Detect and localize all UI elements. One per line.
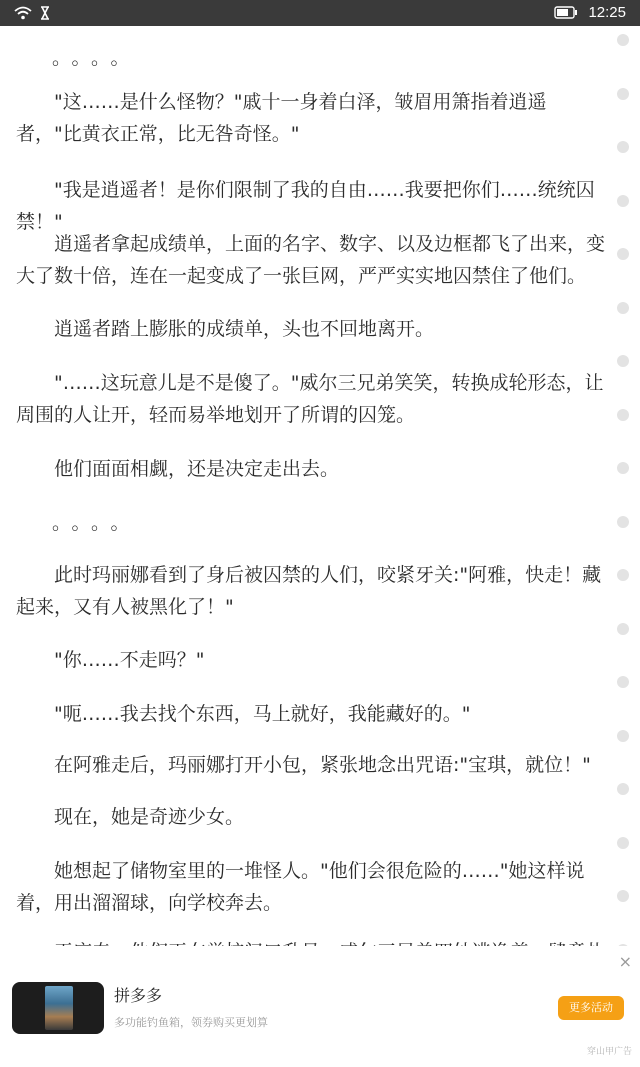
reader-content[interactable] [0,26,640,946]
ad-banner[interactable] [0,946,640,1067]
scroll-dot [617,783,629,795]
ad-title[interactable]: 拼多多 [114,986,163,1005]
scroll-dot [617,195,629,207]
scroll-dot [617,88,629,100]
page-scroll-indicator [617,34,631,997]
scroll-dot [617,248,629,260]
battery-icon [554,4,578,23]
paragraph: 。。。。 [52,47,140,69]
paragraph: 此时玛丽娜看到了身后被囚禁的人们，咬紧牙关:"阿雅，快走！藏起来，又有人被黑化了！" [16,564,602,618]
paragraph: "我是逍遥者！是你们限制了我的自由……我要把你们……统统囚禁！" [16,179,595,233]
paragraph: 逍遥者踏上膨胀的成绩单，头也不回地离开。 [54,318,435,340]
scroll-dot [617,302,629,314]
hourglass-icon [40,5,50,24]
paragraph: 现在，她是奇迹少女。 [54,806,245,828]
paragraph: "呃……我去找个东西，马上就好，我能藏好的。" [54,703,471,725]
paragraph: 他们面面相觑，还是决定走出去。 [54,458,340,480]
scroll-dot [617,409,629,421]
status-bar [0,0,640,26]
scroll-dot [617,462,629,474]
fishing-box-image [45,986,73,1030]
scroll-dot [617,730,629,742]
paragraph: 在阿雅走后，玛丽娜打开小包，紧张地念出咒语:"宝琪，就位！" [54,754,591,776]
ad-subtitle: 多功能钓鱼箱，领券购买更划算 [114,1016,268,1029]
paragraph: "这……是什么怪物？"戚十一身着白泽，皱眉用箫指着逍遥者，"比黄衣正常，比无咎奇怪。" [16,91,547,145]
scroll-dot [617,516,629,528]
scroll-dot [617,890,629,902]
ad-image[interactable] [12,982,104,1034]
paragraph: "……这玩意儿是不是傻了。"威尔三兄弟笑笑，转换成轮形态，让周围的人让开，轻而易举地划开了所谓的囚笼。 [16,372,604,426]
scroll-dot [617,623,629,635]
paragraph: "你……不走吗？" [54,649,205,671]
scroll-dot [617,676,629,688]
more-activities-button[interactable]: 更多活动 [558,996,624,1020]
scroll-dot [617,34,629,46]
scroll-dot [617,141,629,153]
paragraph: 。。。。 [52,512,140,534]
wifi-icon [14,5,32,24]
status-time: 12:25 [588,4,626,21]
scroll-dot [617,569,629,581]
ad-source-tag: 穿山甲广告 [586,1047,632,1057]
scroll-dot [617,837,629,849]
close-icon[interactable]: × [618,952,632,971]
paragraph: 逍遥者拿起成绩单，上面的名字、数字、以及边框都飞了出来，变大了数十倍，连在一起变成了一张巨网，严严实实地囚禁住了他们。 [16,233,606,287]
paragraph: 她想起了储物室里的一堆怪人。"他们会很危险的……"她这样说着，用出溜溜球，向学校奔去。 [16,860,585,914]
scroll-dot [617,355,629,367]
